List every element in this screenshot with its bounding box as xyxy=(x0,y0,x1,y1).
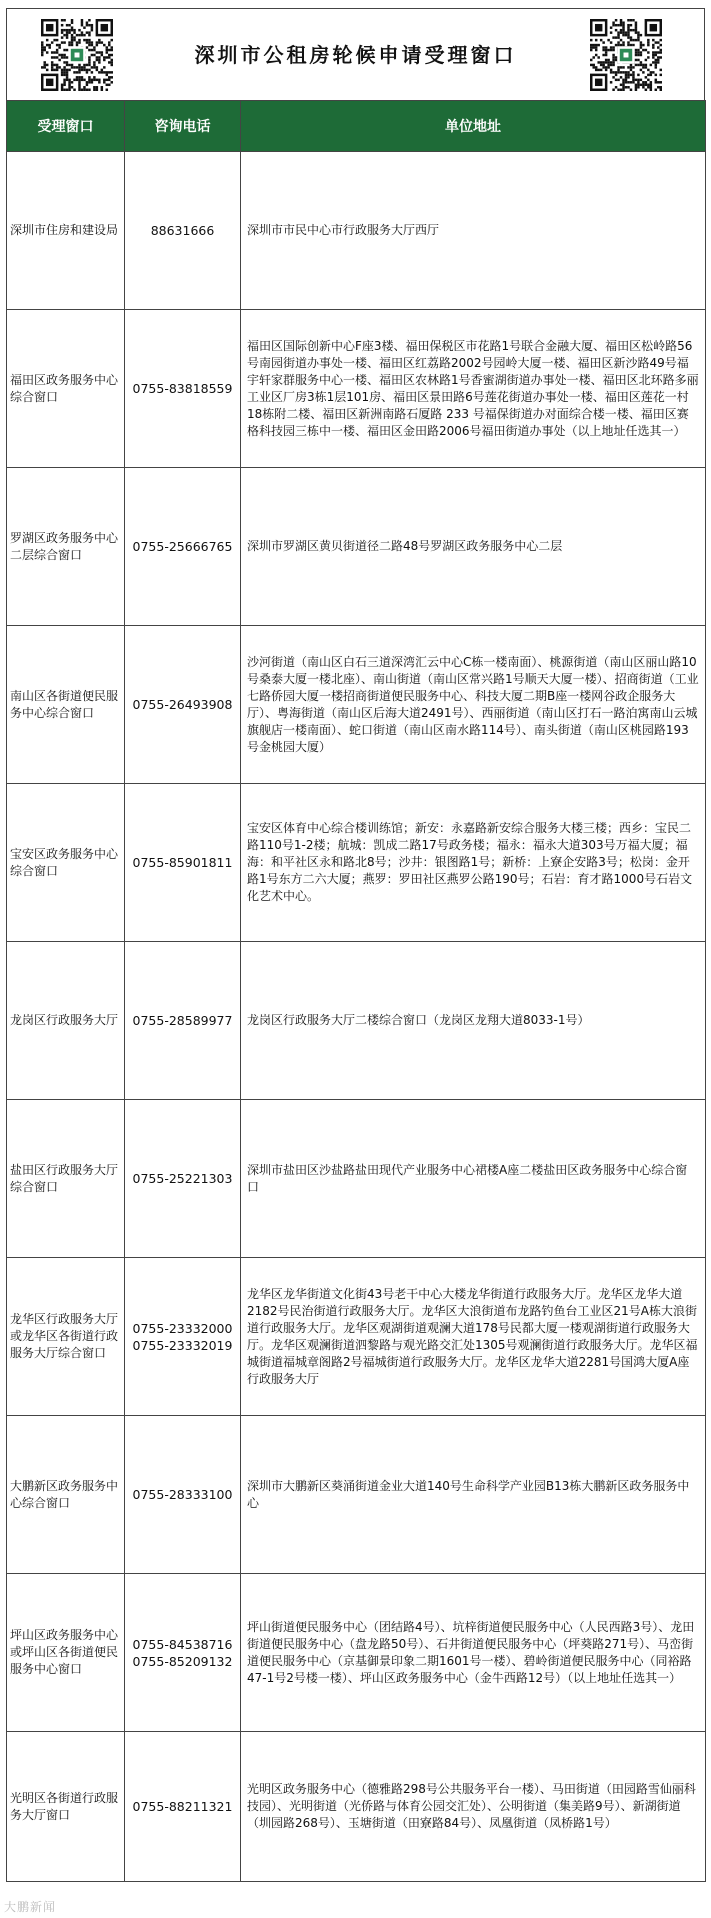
qr-code-right-icon xyxy=(590,19,662,91)
window-cell: 大鹏新区政务服务中心综合窗口 xyxy=(7,1416,125,1574)
column-header-window: 受理窗口 xyxy=(7,101,125,152)
window-cell: 龙华区行政服务大厅或龙华区各街道行政服务大厅综合窗口 xyxy=(7,1258,125,1416)
address-cell: 深圳市盐田区沙盐路盐田现代产业服务中心裙楼A座二楼盐田区政务服务中心综合窗口 xyxy=(241,1100,706,1258)
phone-cell: 0755-25666765 xyxy=(125,468,241,626)
address-cell: 深圳市大鹏新区葵涌街道金业大道140号生命科学产业园B13栋大鹏新区政务服务中心 xyxy=(241,1416,706,1574)
table-row xyxy=(7,1732,706,1882)
column-header-phone: 咨询电话 xyxy=(125,101,241,152)
phone-cell: 0755-26493908 xyxy=(125,626,241,784)
table-row xyxy=(7,784,706,942)
table-row xyxy=(7,310,706,468)
phone-cell: 0755-85901811 xyxy=(125,784,241,942)
address-cell: 福田区国际创新中心F座3楼、福田保税区市花路1号联合金融大厦、福田区松岭路56号南园街道办事处一楼、福田区红荔路2002号园岭大厦一楼、福田区新沙路49号福宇轩家群服务中心一楼、福田区农林路1号香蜜湖街道办事处一楼、福田区北环路多丽工业区厂房3栋1层101房、福田区景田路6号莲花街道办事处一楼、福田区莲花一村18栋附二楼、福田区新洲南路石厦路 233 号福保街道办对面综合楼一楼、福田区赛格科技园三栋中一楼、福田区金田路2006号福田街道办事处（以上地址任选其一） xyxy=(241,310,706,468)
window-cell: 盐田区行政服务大厅综合窗口 xyxy=(7,1100,125,1258)
table-row xyxy=(7,1416,706,1574)
address-cell: 龙岗区行政服务大厅二楼综合窗口（龙岗区龙翔大道8033-1号） xyxy=(241,942,706,1100)
phone-cell: 88631666 xyxy=(125,152,241,310)
table-row xyxy=(7,942,706,1100)
address-cell: 光明区政务服务中心（德雅路298号公共服务平台一楼）、马田街道（田园路雪仙丽科技园）、光明街道（光侨路与体育公园交汇处）、公明街道（集美路9号）、新湖街道（圳园路268号）、玉塘街道（田寮路84号）、凤凰街道（凤桥路1号） xyxy=(241,1732,706,1882)
page-title: 深圳市公租房轮候申请受理窗口 xyxy=(194,43,517,67)
window-cell: 宝安区政务服务中心综合窗口 xyxy=(7,784,125,942)
window-cell: 福田区政务服务中心综合窗口 xyxy=(7,310,125,468)
table-row xyxy=(7,468,706,626)
window-cell: 龙岗区行政服务大厅 xyxy=(7,942,125,1100)
phone-cell: 0755-28333100 xyxy=(125,1416,241,1574)
document xyxy=(6,8,705,1882)
watermark: 大鹏新闻 xyxy=(4,1900,57,1914)
window-cell: 南山区各街道便民服务中心综合窗口 xyxy=(7,626,125,784)
phone-cell: 0755-23332000 0755-23332019 xyxy=(125,1258,241,1416)
window-cell: 深圳市住房和建设局 xyxy=(7,152,125,310)
phone-cell: 0755-88211321 xyxy=(125,1732,241,1882)
phone-cell: 0755-28589977 xyxy=(125,942,241,1100)
address-cell: 宝安区体育中心综合楼训练馆；新安：永嘉路新安综合服务大楼三楼；西乡：宝民二路110号1-2楼；航城：凯成二路17号政务楼；福永：福永大道303号万福大厦；福海：和平社区永和路北8号；沙井：银图路1号；新桥：上寮企安路3号；松岗：金开路1号东方二六大厦；燕罗：罗田社区燕罗公路190号；石岩：育才路1000号石岩文化艺术中心。 xyxy=(241,784,706,942)
phone-cell: 0755-25221303 xyxy=(125,1100,241,1258)
document-header xyxy=(6,8,705,100)
table-row xyxy=(7,152,706,310)
table-row xyxy=(7,1100,706,1258)
address-cell: 深圳市市民中心市行政服务大厅西厅 xyxy=(241,152,706,310)
service-window-table xyxy=(6,100,706,1882)
address-cell: 深圳市罗湖区黄贝街道径二路48号罗湖区政务服务中心二层 xyxy=(241,468,706,626)
column-header-address: 单位地址 xyxy=(241,101,706,152)
window-cell: 坪山区政务服务中心或坪山区各街道便民服务中心窗口 xyxy=(7,1574,125,1732)
table-row xyxy=(7,1258,706,1416)
phone-cell: 0755-83818559 xyxy=(125,310,241,468)
address-cell: 坪山街道便民服务中心（团结路4号）、坑梓街道便民服务中心（人民西路3号）、龙田街道便民服务中心（盘龙路50号）、石井街道便民服务中心（坪葵路271号）、马峦街道便民服务中心（京基御景印象二期1601号一楼）、碧岭街道便民服务中心（同裕路47-1号2号楼一楼）、坪山区政务服务中心（金牛西路12号）（以上地址任选其一） xyxy=(241,1574,706,1732)
table-header-row xyxy=(7,101,706,152)
table-row xyxy=(7,626,706,784)
address-cell: 龙华区龙华街道文化街43号老干中心大楼龙华街道行政服务大厅。龙华区龙华大道2182号民治街道行政服务大厅。龙华区大浪街道布龙路钓鱼台工业区21号A栋大浪街道行政服务大厅。龙华区观湖街道观澜大道178号民都大厦一楼观湖街道行政服务大厅。龙华区观澜街道泗黎路与观光路交汇处1305号观澜街道行政服务大厅。龙华区福城街道福城章阁路2号福城街道行政服务大厅。龙华区龙华大道2281号国鸿大厦A座行政服务大厅 xyxy=(241,1258,706,1416)
window-cell: 光明区各街道行政服务大厅窗口 xyxy=(7,1732,125,1882)
phone-cell: 0755-84538716 0755-85209132 xyxy=(125,1574,241,1732)
window-cell: 罗湖区政务服务中心二层综合窗口 xyxy=(7,468,125,626)
address-cell: 沙河街道（南山区白石三道深湾汇云中心C栋一楼南面）、桃源街道（南山区丽山路10号桑泰大厦一楼北座）、南山街道（南山区常兴路1号顺天大厦一楼）、招商街道（工业七路侨园大厦一楼招商街道便民服务中心、科技大厦二期B座一楼网谷政企服务大厅）、粤海街道（南山区后海大道2491号）、西丽街道（南山区打石一路泊寓南山云城旗舰店一楼南面）、蛇口街道（南山区南水路114号）、南头街道（南山区桃园路193号金桃园大厦） xyxy=(241,626,706,784)
table-row xyxy=(7,1574,706,1732)
